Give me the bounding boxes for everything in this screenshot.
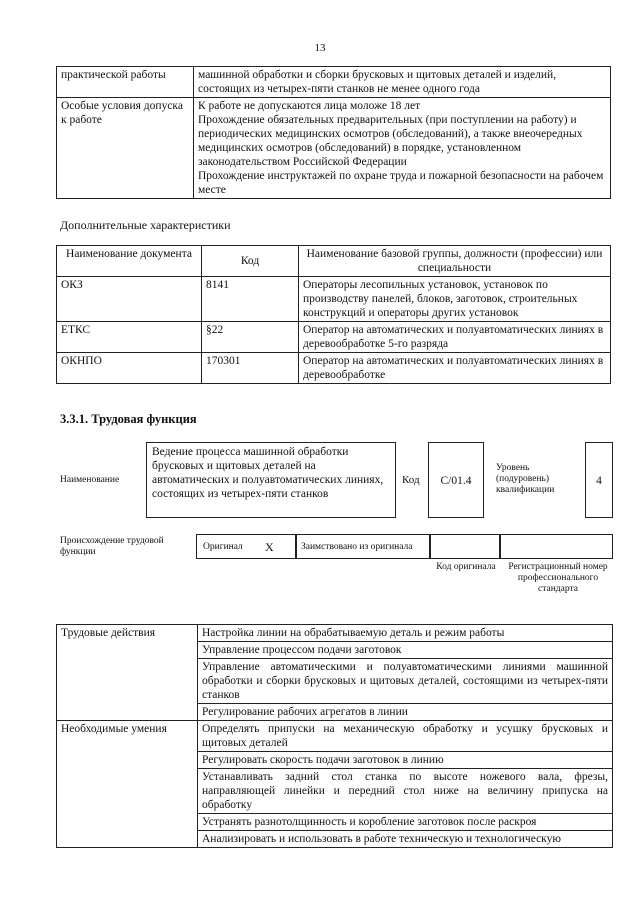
table-row [57,67,611,98]
action-item: Управление процессом подачи заготовок [198,642,613,659]
table-header-row [57,246,611,277]
original-mark: X [265,540,274,554]
origin-label: Происхождение трудовой функции [60,536,164,557]
table-row [57,98,611,199]
row-value [194,98,611,199]
header-doc: Наименование документа [57,246,202,277]
original-label: Оригинал [203,542,243,552]
row-label: Особые условия допуска к работе [57,98,194,199]
table-row [57,625,613,642]
characteristics-table [56,245,611,384]
skill-item: Определять припуски на механическую обработку и усушку брусковых и щитовых деталей [198,721,613,752]
text-line: состоящих из четырех-пяти станков не менее одного года [198,83,480,95]
skills-label: Необходимые умения [57,721,198,848]
action-item: Управление автоматическими и полуавтоматическими линиями машинной обработки и сборки брусковых и щитовых деталей, состоящими из четырех-пяти станков [198,659,613,704]
header-code: Код [202,246,299,277]
code-label: Код [402,474,420,486]
row-value [194,67,611,98]
action-item: Настройка линии на обрабатываемую деталь и режим работы [198,625,613,642]
cell-code: 8141 [202,277,299,322]
borrowed-label: Заимствовано из оригинала [301,542,413,552]
cell-group: Оператор на автоматических и полуавтоматических линиях в деревообработке [299,353,611,384]
text-line: Прохождение инструктажей по охране труда и пожарной безопасности на рабочем месте [198,170,604,196]
text-line: Прохождение обязательных предварительных (при поступлении на работу) и периодических медицинских осмотров (обследований), а также внеочередных медицинских осмотров (обследований) в порядке, установленном законодательством Российской Федерации [198,114,583,168]
text-line: машинной обработки и сборки брусковых и щитовых деталей и изделий, [198,69,557,81]
reg-caption: Регистрационный номер профессионального стандарта [508,562,608,594]
cell-group: Оператор на автоматических и полуавтоматических линиях в деревообработке 5-го разряда [299,322,611,353]
table-row [57,721,613,752]
cell-group: Операторы лесопильных установок, установок по производству панелей, блоков, заготовок, строительных конструкций и операторы других установок [299,277,611,322]
table-row [57,353,611,384]
code-caption: Код оригинала [436,562,496,572]
top-table [56,66,611,199]
original-cell [196,534,296,559]
name-label: Наименование [60,475,120,485]
skill-item: Регулировать скорость подачи заготовок в линию [198,752,613,769]
header-group: Наименование базовой группы, должности (профессии) или специальности [299,246,611,277]
additional-title: Дополнительные характеристики [60,218,231,232]
table-row [57,322,611,353]
cell-doc: ЕТКС [57,322,202,353]
table-row [57,277,611,322]
actions-table [56,624,613,848]
borrowed-cell [296,534,430,559]
action-item: Регулирование рабочих агрегатов в линии [198,704,613,721]
skill-item: Анализировать и использовать в работе техническую и технологическую [198,831,613,848]
cell-code: §22 [202,322,299,353]
level-label: Уровень (подуровень) квалификации [496,463,555,495]
function-name: Ведение процесса машинной обработки брусковых и щитовых деталей на автоматических и полуавтоматических линиях, состоящих из четырех-пяти станков [146,442,396,518]
cell-doc: ОКЗ [57,277,202,322]
cell-doc: ОКНПО [57,353,202,384]
page-number: 13 [314,42,326,54]
origin-code-cell [430,534,500,559]
origin-reg-cell [500,534,613,559]
skill-item: Устранять разнотолщинность и коробление заготовок после раскроя [198,814,613,831]
row-label: практической работы [57,67,194,98]
level-value: 4 [585,442,613,518]
cell-code: 170301 [202,353,299,384]
text-line: К работе не допускаются лица моложе 18 лет [198,100,421,112]
code-value: C/01.4 [428,442,484,518]
actions-label: Трудовые действия [57,625,198,721]
section-title: 3.3.1. Трудовая функция [60,412,197,426]
skill-item: Устанавливать задний стол станка по высоте ножевого вала, фрезы, направляющей линейки и передний стол ниже на величину припуска на обработку [198,769,613,814]
